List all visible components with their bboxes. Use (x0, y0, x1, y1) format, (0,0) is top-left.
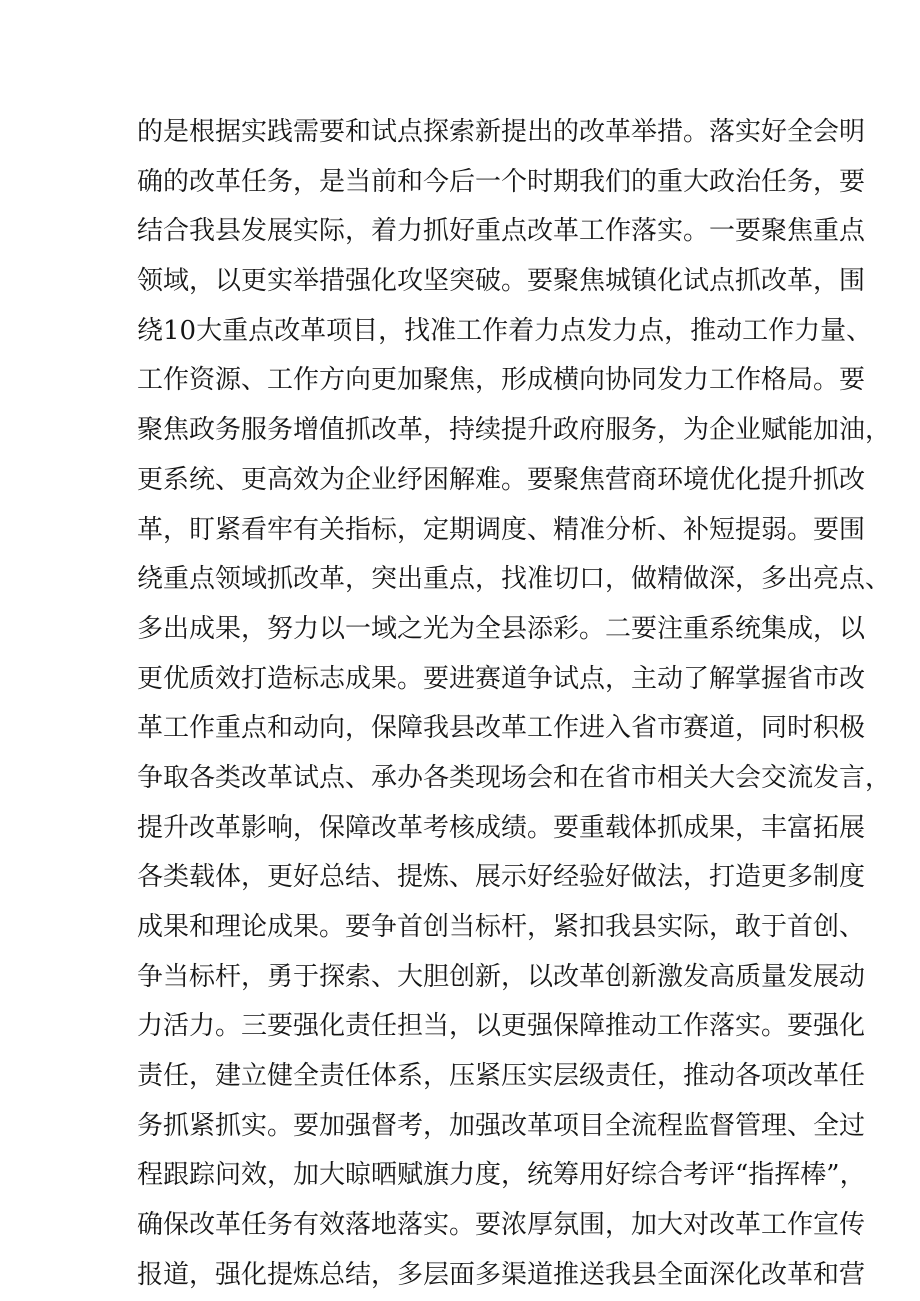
text-line: 绕重点领域抓改革，突出重点，找准切口，做精做深，多出亮点、 (137, 564, 892, 595)
text-line: 力活力。三要强化责任担当，以更强保障推动工作落实。要强化 (137, 1011, 866, 1042)
text-line: 更系统、更高效为企业纾困解难。要聚焦营商环境优化提升抓改 (137, 464, 866, 495)
text-line: 的是根据实践需要和试点探索新提出的改革举措。落实好全会明 (137, 117, 866, 147)
text-line: 聚焦政务服务增值抓改革，持续提升政府服务，为企业赋能加油， (137, 415, 892, 446)
text-line: 更优质效打造标志成果。要进赛道争试点，主动了解掌握省市改 (137, 663, 866, 694)
text-line: 结合我县发展实际，着力抓好重点改革工作落实。一要聚焦重点 (137, 216, 866, 247)
body-text (137, 108, 892, 1301)
text-line: 争当标杆，勇于探索、大胆创新，以改革创新激发高质量发展动 (137, 961, 866, 992)
text-line: 领域，以更实举措强化攻坚突破。要聚焦城镇化试点抓改革，围 (137, 266, 866, 297)
text-line: 革工作重点和动向，保障我县改革工作进入省市赛道，同时积极 (137, 713, 866, 744)
text-line: 多出成果，努力以一域之光为全县添彩。二要注重系统集成，以 (137, 613, 866, 644)
text-line: 争取各类改革试点、承办各类现场会和在省市相关大会交流发言， (137, 762, 892, 793)
text-line: 绕10大重点改革项目，找准工作着力点发力点，推动工作力量、 (137, 315, 873, 346)
text-line: 确保改革任务有效落地落实。要浓厚氛围，加大对改革工作宣传 (137, 1210, 866, 1241)
text-line: 提升改革影响，保障改革考核成绩。要重载体抓成果，丰富拓展 (137, 812, 866, 843)
text-line: 报道，强化提炼总结，多层面多渠道推送我县全面深化改革和营 (137, 1259, 866, 1290)
text-line: 责任，建立健全责任体系，压紧压实层级责任，推动各项改革任 (137, 1061, 866, 1092)
text-line: 确的改革任务，是当前和今后一个时期我们的重大政治任务，要 (137, 166, 866, 197)
text-line: 程跟踪问效，加大晾晒赋旗力度，统筹用好综合考评“指挥棒”， (137, 1160, 866, 1191)
text-line: 务抓紧抓实。要加强督考，加强改革项目全流程监督管理、全过 (137, 1110, 866, 1141)
text-line: 成果和理论成果。要争首创当标杆，紧扣我县实际，敢于首创、 (137, 912, 866, 942)
text-line: 革，盯紧看牢有关指标，定期调度、精准分析、补短提弱。要围 (137, 514, 866, 545)
text-line: 工作资源、工作方向更加聚焦，形成横向协同发力工作格局。要 (137, 365, 866, 396)
text-line: 各类载体，更好总结、提炼、展示好经验好做法，打造更多制度 (137, 862, 866, 893)
